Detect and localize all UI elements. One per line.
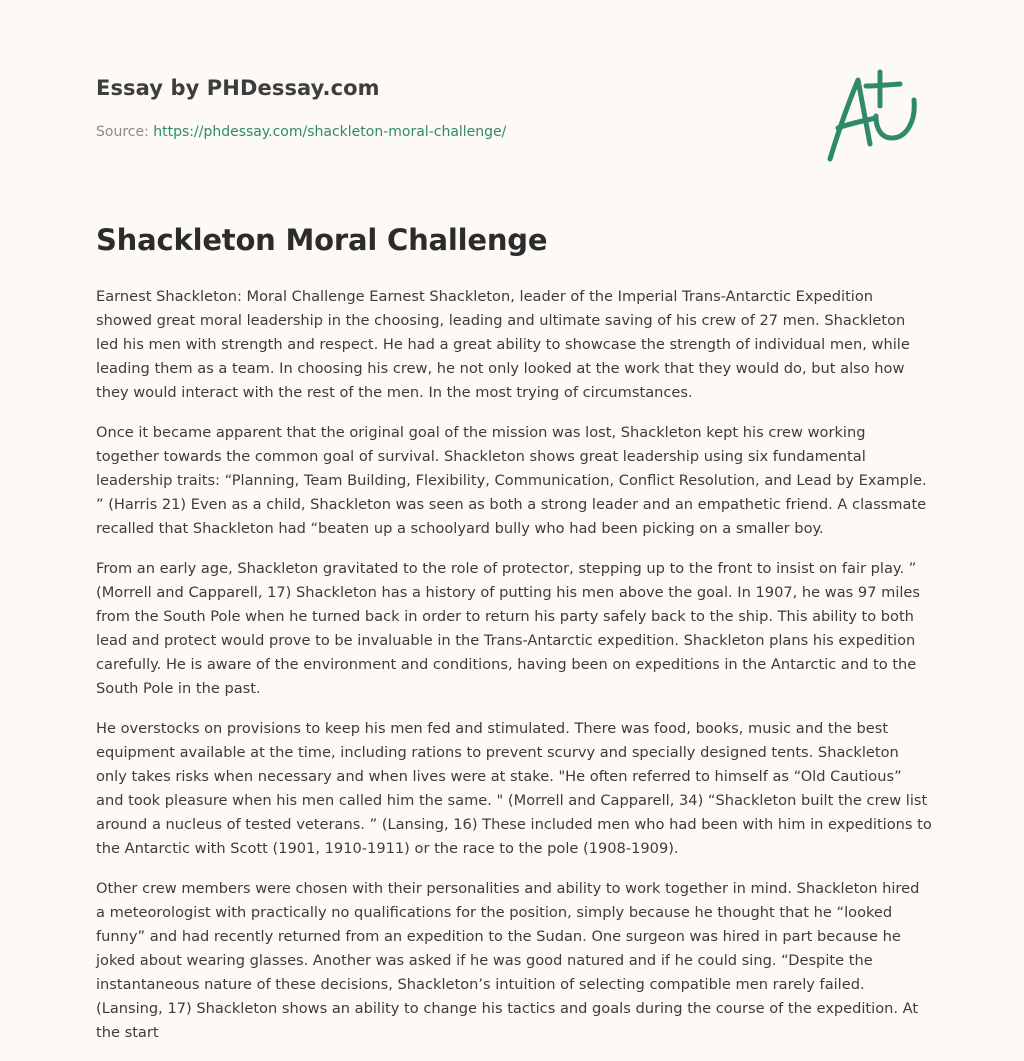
essay-paragraph: Earnest Shackleton: Moral Challenge Earnest Shackleton, leader of the Imperial Trans-Antarctic Expedition showed great moral leadership in the choosing, leading and ultimate saving of his crew of 27 men. Shackleton led his men with strength and respect. He had a great ability to showcase the strength of individual men, while leading them as a team. In choosing his crew, he not only looked at the work that they would do, but also how they would interact with the rest of the men. In the most trying of circumstances.: [96, 288, 910, 401]
site-brand: Essay by PHDessay.com: [96, 76, 380, 100]
essay-paragraph: Once it became apparent that the original goal of the mission was lost, Shackleton kept his crew working together towards the common goal of survival. Shackleton shows great leadership using six fundamental leadership traits: “Planning, Team Building, Flexibility, Communication, Conflict Resolution, and Lead by Example. ” (Harris 21) Even as a child, Shackleton was seen as both a strong leader and an empathetic friend. A classmate recalled that Shackleton had “beaten up a schoolyard bully who had been picking on a smaller boy.: [96, 424, 927, 537]
source-link[interactable]: https://phdessay.com/shackleton-moral-challenge/: [153, 124, 507, 140]
essay-body: [96, 285, 932, 1061]
essay-paragraph: Other crew members were chosen with their personalities and ability to work together in mind. Shackleton hired a meteorologist with practically no qualifications for the position, simply because he thought that he “looked funny” and had recently returned from an expedition to the Sudan. One surgeon was hired in part because he joked about wearing glasses. Another was asked if he was good natured and if he could sing. “Despite the instantaneous nature of these decisions, Shackleton’s intuition of selecting compatible men rarely failed. (Lansing, 17) Shackleton shows an ability to change his tactics and goals during the course of the expedition. At the start: [96, 880, 920, 1041]
a-plus-grade-icon: [818, 66, 930, 166]
essay-header: [96, 76, 796, 140]
source-label: Source:: [96, 124, 149, 140]
essay-paragraph: From an early age, Shackleton gravitated to the role of protector, stepping up to the front to insist on fair play. ” (Morrell and Capparell, 17) Shackleton has a history of putting his men above the goal. In 1907, he was 97 miles from the South Pole when he turned back in order to return his party safely back to the ship. This ability to both lead and protect would prove to be invaluable in the Trans-Antarctic expedition. Shackleton plans his expedition carefully. He is aware of the environment and conditions, having been on expeditions in the Antarctic and to the South Pole in the past.: [96, 560, 921, 697]
essay-title: Shackleton Moral Challenge: [96, 223, 548, 257]
essay-paragraph: He overstocks on provisions to keep his men fed and stimulated. There was food, books, music and the best equipment available at the time, including rations to prevent scurvy and specially designed tents. Shackleton only takes risks when necessary and when lives were at stake. "He often referred to himself as “Old Cautious” and took pleasure when his men called him the same. " (Morrell and Capparell, 34) “Shackleton built the crew list around a nucleus of tested veterans. ” (Lansing, 16) These included men who had been with him in expeditions to the Antarctic with Scott (1901, 1910-1911) or the race to the pole (1908-1909).: [96, 720, 932, 857]
source-line: [96, 124, 796, 140]
